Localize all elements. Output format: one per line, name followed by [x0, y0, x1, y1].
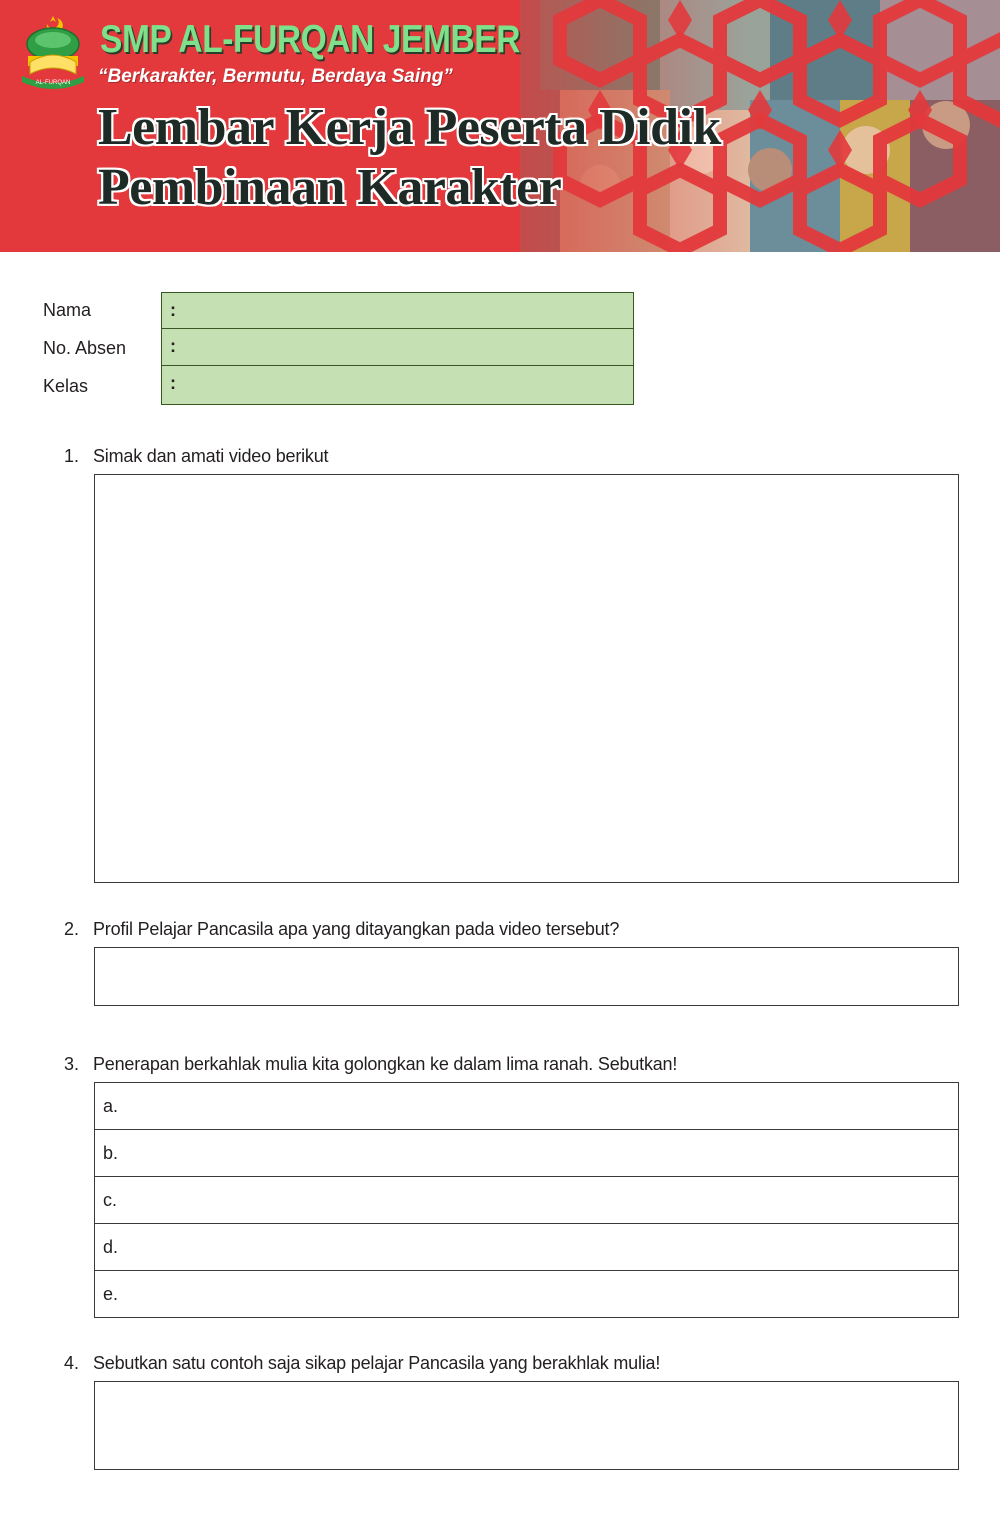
question-1-number: 1. — [64, 446, 80, 466]
class-field-colon: : — [170, 373, 176, 393]
class-field[interactable] — [161, 366, 634, 405]
option-letter: d. — [103, 1237, 119, 1257]
school-motto: “Berkarakter, Bermutu, Berdaya Saing” — [98, 66, 453, 87]
worksheet-title-line1: Lembar Kerja Peserta Didik — [98, 99, 721, 156]
answer-3d-input[interactable] — [94, 1223, 959, 1271]
header-banner — [0, 0, 1000, 252]
absen-label: No. Absen — [43, 338, 127, 358]
worksheet-title-line2: Pembinaan Karakter — [98, 159, 562, 216]
question-4-text: Sebutkan satu contoh saja sikap pelajar Pancasila yang berakhlak mulia! — [93, 1353, 661, 1373]
logo-caption: AL-FURQAN — [35, 80, 71, 86]
name-field-colon: : — [170, 300, 176, 320]
option-letter: b. — [103, 1143, 119, 1163]
school-logo — [16, 14, 90, 90]
answer-3b-input[interactable] — [94, 1129, 959, 1177]
question-1-text: Simak dan amati video berikut — [93, 446, 329, 466]
answer-3c-input[interactable] — [94, 1176, 959, 1224]
class-label: Kelas — [43, 376, 89, 396]
absen-field[interactable] — [161, 329, 634, 366]
question-3-number: 3. — [64, 1054, 80, 1074]
answer-2-input[interactable] — [94, 947, 959, 1006]
answer-4-input[interactable] — [94, 1381, 959, 1470]
question-2-text: Profil Pelajar Pancasila apa yang ditayangkan pada video tersebut? — [93, 919, 620, 939]
answer-3a-input[interactable] — [94, 1082, 959, 1130]
school-name: SMP AL-FURQAN JEMBER — [100, 18, 520, 61]
name-field[interactable] — [161, 292, 634, 329]
question-2-number: 2. — [64, 919, 80, 939]
name-label: Nama — [43, 300, 92, 320]
question-4-number: 4. — [64, 1353, 80, 1373]
question-3-text: Penerapan berkahlak mulia kita golongkan ke dalam lima ranah. Sebutkan! — [93, 1054, 678, 1074]
option-letter: c. — [103, 1190, 118, 1210]
option-letter: e. — [103, 1284, 119, 1304]
answer-3e-input[interactable] — [94, 1270, 959, 1318]
video-frame[interactable] — [94, 474, 959, 883]
absen-field-colon: : — [170, 336, 176, 356]
option-letter: a. — [103, 1096, 119, 1116]
